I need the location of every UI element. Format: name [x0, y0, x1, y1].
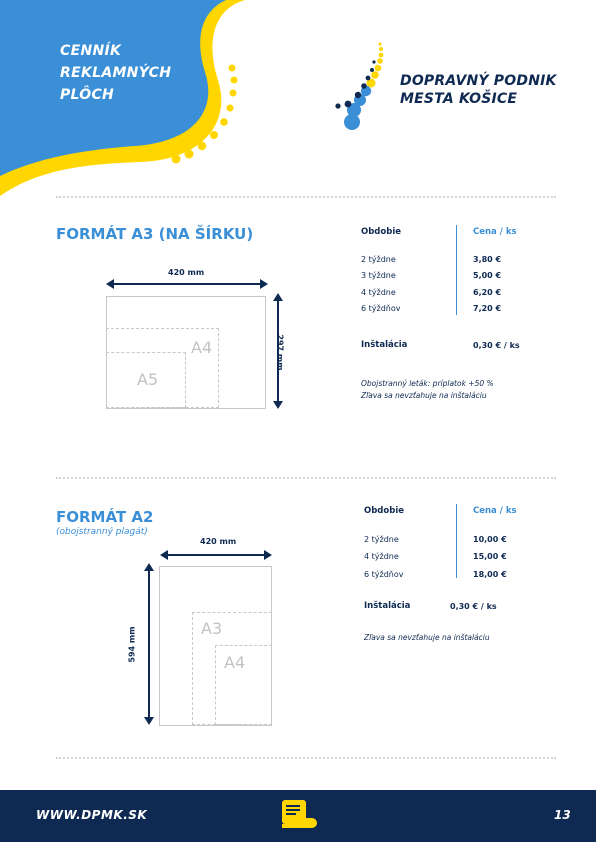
page-number: 13 — [554, 808, 571, 822]
document-scroll-icon — [280, 798, 318, 832]
a3-note: Obojstranný leták: príplatok +50 % — [361, 379, 494, 388]
page-title-line: CENNÍK — [60, 43, 122, 59]
a2-row-price: 10,00 € — [473, 535, 507, 544]
section-divider — [56, 757, 556, 759]
section-subtitle-a2: (obojstranný plagát) — [56, 527, 148, 537]
section-divider — [56, 477, 556, 479]
a3-row-period: 6 týždňov — [361, 304, 401, 313]
a4-label: A4 — [191, 338, 213, 357]
section-title-a3: FORMÁT A3 (NA ŠÍRKU) — [56, 225, 254, 243]
a2-width-label: 420 mm — [200, 537, 237, 546]
a3-note: Zľava sa nevzťahuje na inštaláciu — [361, 391, 487, 400]
a3-row-period: 4 týždne — [361, 288, 396, 297]
a5-label: A5 — [137, 370, 159, 389]
a2-row-price: 15,00 € — [473, 552, 507, 561]
footer-url-link[interactable]: WWW.DPMK.SK — [36, 808, 148, 822]
a3-row-price: 5,00 € — [473, 271, 502, 280]
a3-col-price: Cena / ks — [473, 227, 517, 237]
a2-row-price: 18,00 € — [473, 570, 507, 579]
section-divider — [56, 196, 556, 198]
a2-row-period: 2 týždne — [364, 535, 399, 544]
logo-text — [400, 72, 557, 108]
logo-line: DOPRAVNÝ PODNIK — [400, 73, 557, 89]
section-title-a2: FORMÁT A2 — [56, 508, 154, 526]
a2-row-period: 6 týždňov — [364, 570, 404, 579]
a3-inner-label: A3 — [201, 619, 223, 638]
a3-install-price: 0,30 € / ks — [473, 341, 520, 350]
page-title — [60, 40, 171, 106]
a3-height-label: 297 mm — [275, 334, 285, 371]
a2-install-price: 0,30 € / ks — [450, 602, 497, 611]
a3-width-label: 420 mm — [168, 268, 205, 277]
page-title-line: PLÔCH — [60, 87, 115, 103]
a3-table-separator — [456, 225, 457, 315]
page-title-line: REKLAMNÝCH — [60, 65, 172, 81]
a4-inner-label: A4 — [224, 653, 246, 672]
a2-row-period: 4 týždne — [364, 552, 399, 561]
a2-install-label: Inštalácia — [364, 601, 411, 611]
a2-col-price: Cena / ks — [473, 506, 517, 516]
a3-row-price: 6,20 € — [473, 288, 502, 297]
a2-note: Zľava sa nevzťahuje na inštaláciu — [364, 633, 490, 642]
a2-height-label: 594 mm — [127, 626, 137, 663]
a3-row-price: 7,20 € — [473, 304, 502, 313]
logo-line: MESTA KOŠICE — [400, 91, 518, 107]
a3-install-label: Inštalácia — [361, 340, 408, 350]
a2-col-period: Obdobie — [364, 506, 404, 516]
dpmk-logo-icon — [330, 40, 400, 140]
a3-row-price: 3,80 € — [473, 255, 502, 264]
a2-table-separator — [456, 504, 457, 578]
a3-col-period: Obdobie — [361, 227, 401, 237]
a3-row-period: 2 týždne — [361, 255, 396, 264]
a3-row-period: 3 týždne — [361, 271, 396, 280]
